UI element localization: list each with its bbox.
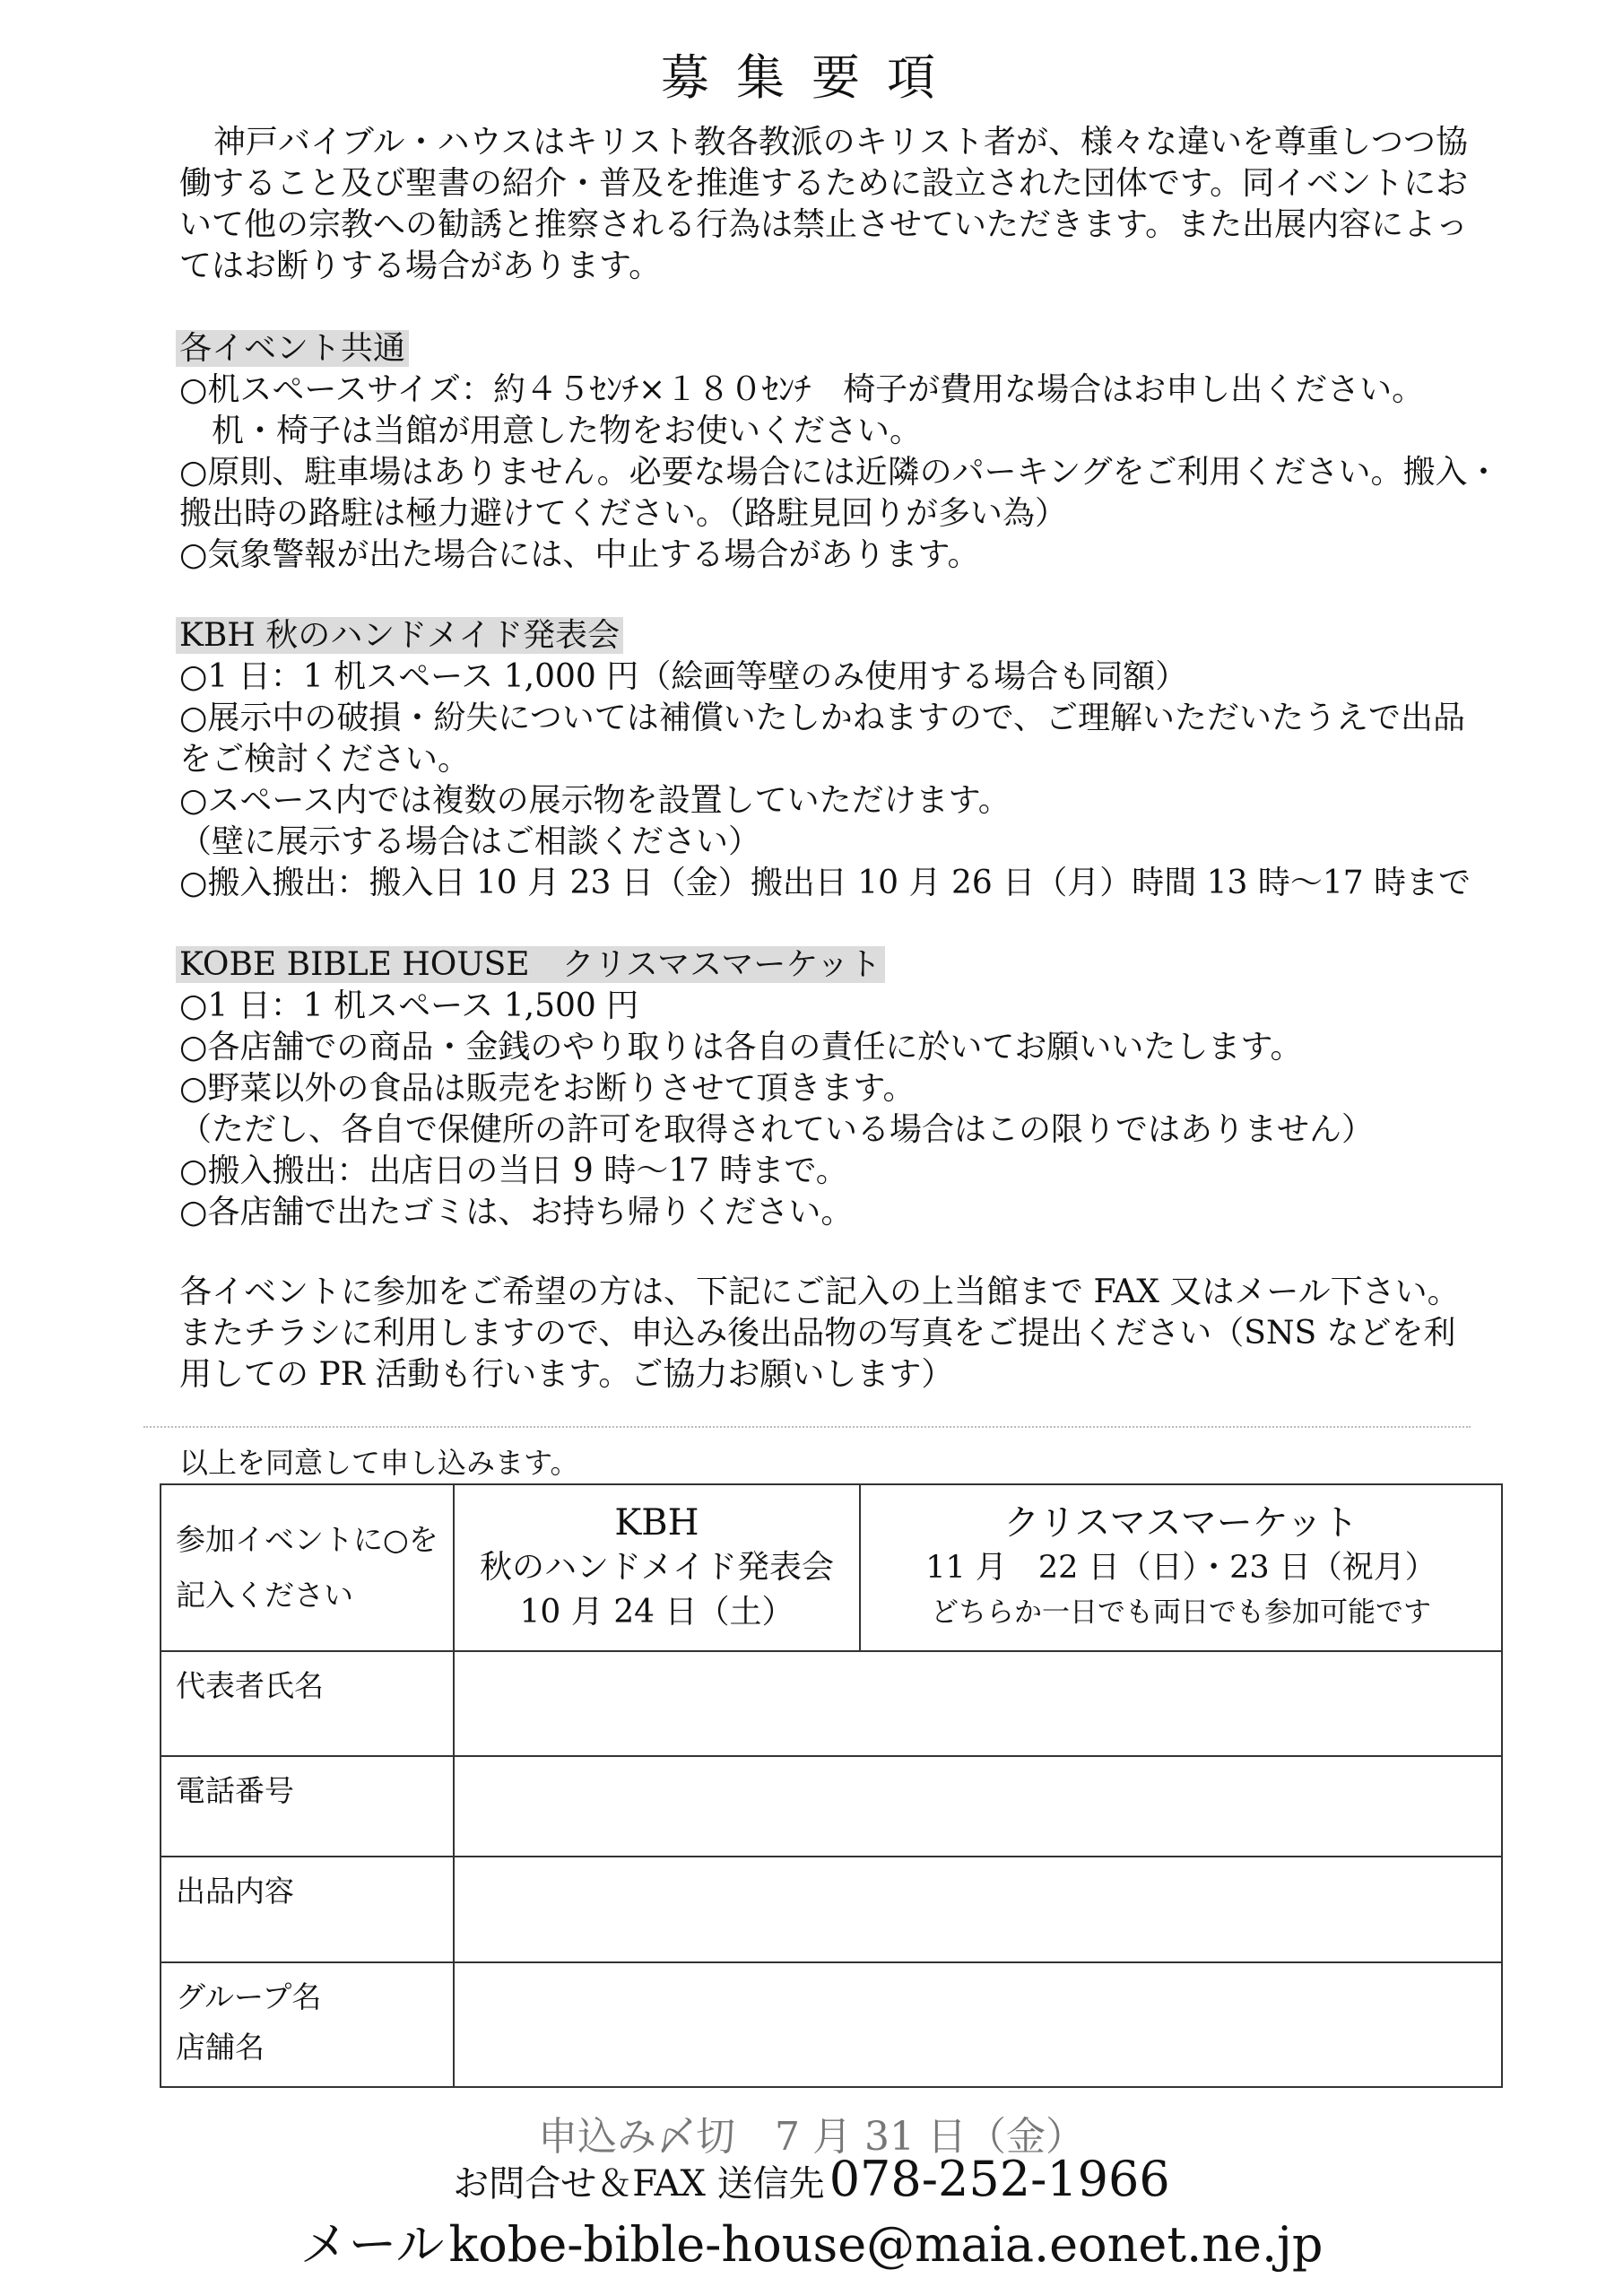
event-note: どちらか一日でも両日でも参加可能です (931, 1596, 1431, 1629)
event-title: クリスマスマーケット (1003, 1502, 1358, 1544)
closing-line: 用しての PR 活動も行います。ご協力お願いします） (179, 1356, 954, 1393)
email-link[interactable]: kobe-bible-house@maia.eonet.ne.jp (448, 2216, 1324, 2273)
phone-field[interactable] (454, 1756, 1502, 1857)
list-item: をご検討ください。 (179, 741, 471, 778)
section-heading-handmade: KBH 秋のハンドメイド発表会 (176, 617, 623, 654)
list-item: ○机スペースサイズ：約４５ｾﾝﾁ×１８０ｾﾝﾁ 椅子が費用な場合はお申し出ください。 (179, 371, 1425, 408)
divider (143, 1426, 1471, 1428)
page-title: 募集要項 (661, 49, 962, 106)
event-option-christmas[interactable] (860, 1484, 1502, 1651)
event-date: 11 月 22 日（日）・23 日（祝月） (925, 1550, 1436, 1586)
list-item: 搬出時の路駐は極力避けてください。（路駐見回りが多い為） (179, 495, 1068, 532)
event-date: 10 月 24 日（土） (519, 1594, 794, 1631)
closing-line: またチラシに利用しますので、申込み後出品物の写真をご提出ください（SNS などを利 (179, 1315, 1456, 1352)
list-item: （壁に展示する場合はご相談ください） (179, 823, 761, 860)
event-option-handmade[interactable] (454, 1484, 860, 1651)
section-heading-common: 各イベント共通 (176, 330, 409, 367)
deadline: 申込み〆切 7 月 31 日（金） (538, 2114, 1085, 2160)
label-line: 店舗名 (176, 2030, 265, 2065)
row-label: 電話番号 (161, 1756, 454, 1857)
label-line: 参加イベントに○を (176, 1522, 438, 1557)
contact-label: お問合せ＆FAX 送信先 (453, 2163, 825, 2205)
list-item: ○各店舗で出たゴミは、お持ち帰りください。 (179, 1194, 854, 1231)
intro-line: 神戸バイブル・ハウスはキリスト教各教派のキリスト者が、様々な違いを尊重しつつ協 (213, 124, 1468, 161)
agreement-text: 以上を同意して申し込みます。 (179, 1446, 579, 1480)
intro-line: てはお断りする場合があります。 (179, 248, 662, 284)
row-label: 代表者氏名 (161, 1651, 454, 1756)
exhibit-content-field[interactable] (454, 1857, 1502, 1962)
event-name: 秋のハンドメイド発表会 (480, 1549, 834, 1586)
representative-name-field[interactable] (454, 1651, 1502, 1756)
event-select-label (161, 1484, 454, 1651)
list-item: ○気象警報が出た場合には、中止する場合があります。 (179, 536, 980, 573)
list-item: ○展示中の破損・紛失については補償いたしかねますので、ご理解いただいたうえで出品 (179, 700, 1465, 736)
closing-line: 各イベントに参加をご希望の方は、下記にご記入の上当館まで FAX 又はメール下さい。 (179, 1274, 1460, 1310)
row-label (161, 1962, 454, 2087)
group-name-field[interactable] (454, 1962, 1502, 2087)
list-item: ○搬入搬出：搬入日 10 月 23 日（金）搬出日 10 月 26 日（月）時間 13 時～17 時まで (179, 865, 1471, 901)
phone-number: 078-252-1966 (829, 2151, 1170, 2207)
label-line: 記入ください (176, 1578, 353, 1613)
list-item: ○各店舗での商品・金銭のやり取りは各自の責任に於いてお願いいたします。 (179, 1029, 1303, 1065)
row-label: 出品内容 (161, 1857, 454, 1962)
application-form (160, 1483, 1503, 2088)
list-item: ○野菜以外の食品は販売をお断りさせて頂きます。 (179, 1070, 916, 1107)
list-item: ○原則、駐車場はありません。必要な場合には近隣のパーキングをご利用ください。搬入・ (179, 454, 1500, 491)
list-item: ○1 日：1 机スペース 1,000 円（絵画等壁のみ使用する場合も同額） (179, 658, 1188, 695)
list-item: ○搬入搬出：出店日の当日 9 時～17 時まで。 (179, 1152, 848, 1189)
intro-line: 働すること及び聖書の紹介・普及を推進するために設立された団体です。同イベントにお (179, 165, 1469, 202)
list-item: ○スペース内では複数の展示物を設置していただけます。 (179, 782, 1011, 819)
label-line: グループ名 (176, 1979, 322, 2014)
section-heading-christmas: KOBE BIBLE HOUSE クリスマスマーケット (176, 946, 885, 983)
event-title: KBH (614, 1502, 699, 1544)
list-item: （ただし、各自で保健所の許可を取得されている場合はこの限りではありません） (179, 1111, 1375, 1148)
list-item: 机・椅子は当館が用意した物をお使いください。 (179, 413, 923, 449)
list-item: ○1 日：1 机スペース 1,500 円 (179, 987, 639, 1024)
intro-line: いて他の宗教への勧誘と推察される行為は禁止させていただきます。また出展内容によっ (179, 206, 1469, 243)
mail-label: メール (299, 2216, 445, 2273)
